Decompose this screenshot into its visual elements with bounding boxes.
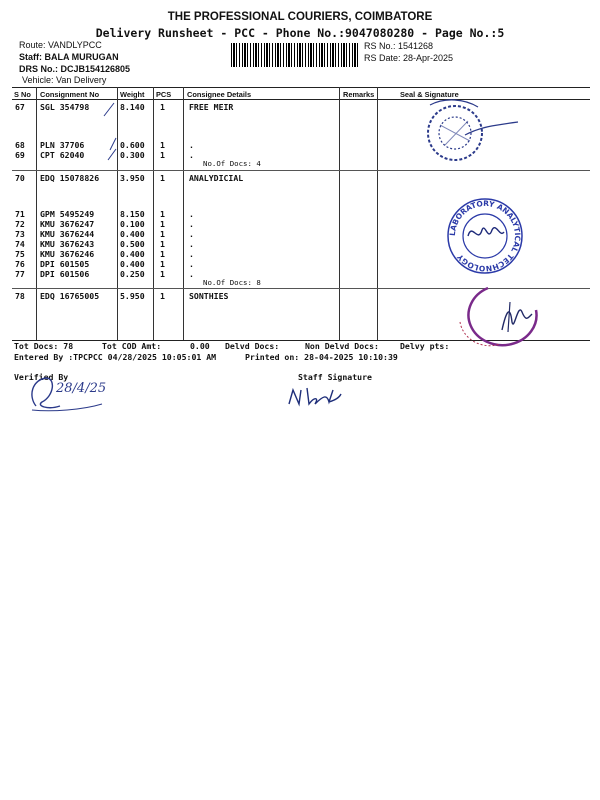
col-divider <box>153 87 154 340</box>
group-separator <box>12 170 590 171</box>
entered-by: Entered By :TPCPCC 04/28/2025 10:05:01 AM <box>14 352 217 362</box>
staff-label: Staff: BALA MURUGAN <box>19 52 119 62</box>
runsheet-subtitle: Delivery Runsheet - PCC - Phone No.:9047080280 - Page No.:5 <box>95 26 505 40</box>
group1-doc-count: No.Of Docs: 4 <box>203 159 261 168</box>
col-seal: Seal & Signature <box>400 90 459 99</box>
verified-signature <box>22 366 112 416</box>
rs-number: RS No.: 1541268 <box>364 41 434 51</box>
printed-on: Printed on: 28-04-2025 10:10:39 <box>245 352 398 362</box>
analytical-stamp-text: LABORATORY ANALYTICAL TECHNOLOGY <box>447 198 523 274</box>
drs-label: DRS No.: DCJB154126805 <box>19 64 131 74</box>
staff-signature-label: Staff Signature <box>298 372 372 382</box>
analytical-stamp <box>440 192 530 277</box>
total-docs: Tot Docs: 78 <box>14 341 74 351</box>
company-title: THE PROFESSIONAL COURIERS, COIMBATORE <box>167 11 433 23</box>
col-consignee: Consignee Details <box>187 90 252 99</box>
total-cod-value: 0.00 <box>190 341 210 351</box>
rs-date: RS Date: 28-Apr-2025 <box>364 53 454 63</box>
col-remarks: Remarks <box>343 90 375 99</box>
col-divider <box>183 87 184 340</box>
non-delivered-docs: Non Delvd Docs: <box>305 341 379 351</box>
col-weight: Weight <box>120 90 145 99</box>
col-divider <box>377 87 378 340</box>
total-cod-label: Tot COD Amt: <box>102 341 162 351</box>
col-divider <box>36 87 37 340</box>
vehicle-label: Vehicle: Van Delivery <box>22 75 107 85</box>
table-top-rule <box>12 87 590 88</box>
staff-signature <box>285 382 345 410</box>
delivery-stamp-3 <box>440 282 550 352</box>
group2-doc-count: No.Of Docs: 8 <box>203 278 261 287</box>
col-sno: S No <box>14 90 31 99</box>
verified-by-label: Verified By <box>14 372 69 382</box>
col-consignment: Consignment No <box>40 90 100 99</box>
col-divider <box>339 87 340 340</box>
delivery-stamp-1 <box>410 95 535 170</box>
col-pcs: PCS <box>156 90 172 99</box>
svg-text:28/4/25: 28/4/25 <box>56 381 107 396</box>
barcode <box>231 43 359 67</box>
route-label: Route: VANDLYPCC <box>19 40 102 50</box>
tick-marks <box>100 100 122 162</box>
delivered-docs: Delvd Docs: <box>225 341 280 351</box>
delivery-points: Delvy pts: <box>400 341 450 351</box>
